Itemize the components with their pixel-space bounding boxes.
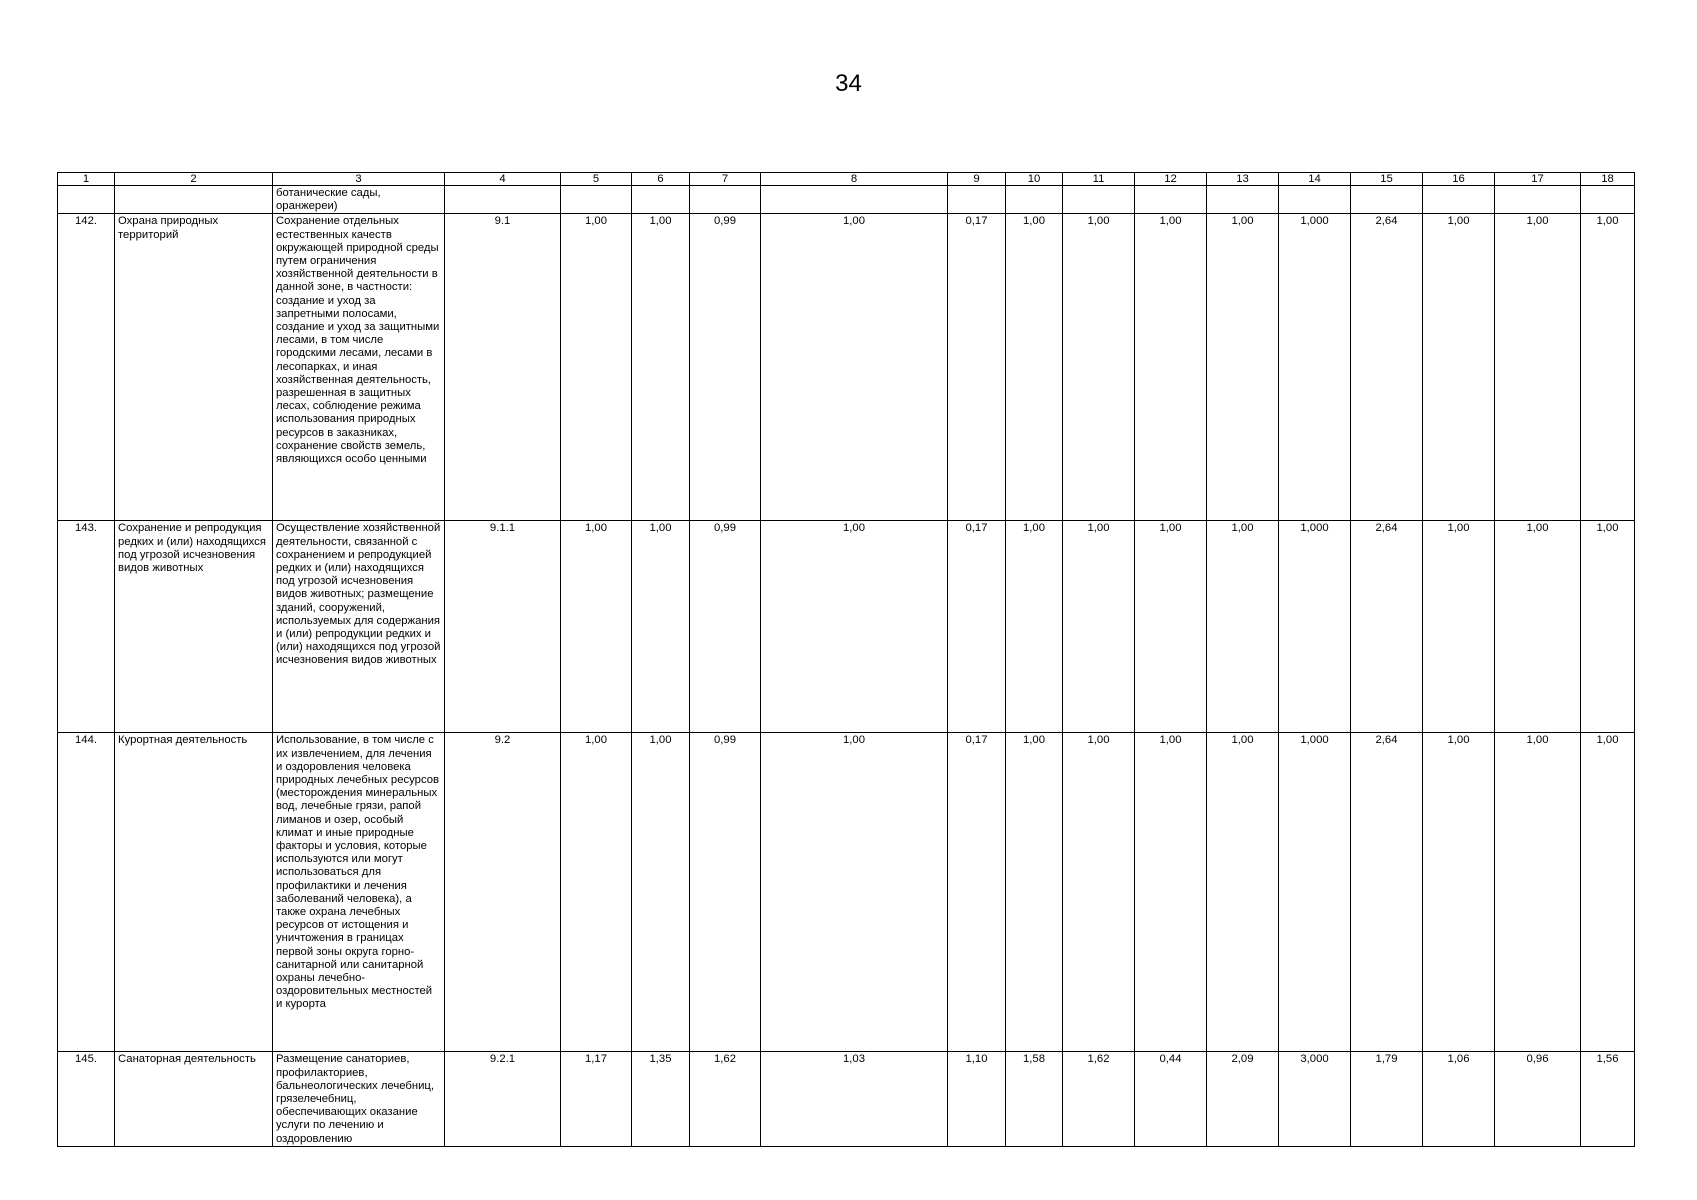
header-cell: 1 — [58, 173, 115, 186]
value-cell: 1,00 — [561, 214, 632, 521]
value-cell: 0,17 — [948, 521, 1006, 733]
value-cell: 1,00 — [1581, 214, 1635, 521]
value-cell: 1,00 — [1006, 733, 1063, 1052]
value-cell: 0,44 — [1135, 1052, 1207, 1146]
value-cell: 1,00 — [1135, 521, 1207, 733]
value-cell: 1,000 — [1279, 521, 1351, 733]
value-cell: 1,10 — [948, 1052, 1006, 1146]
header-cell: 10 — [1006, 173, 1063, 186]
value-cell: 2,64 — [1351, 521, 1423, 733]
table-row — [58, 521, 1635, 733]
value-cell: 2,09 — [1207, 1052, 1279, 1146]
value-cell: 1,00 — [632, 521, 690, 733]
header-cell: 7 — [690, 173, 761, 186]
empty-cell — [1063, 186, 1135, 214]
value-cell: 1,00 — [1423, 521, 1495, 733]
value-cell: 1,00 — [1135, 733, 1207, 1052]
value-cell: 1,00 — [1063, 214, 1135, 521]
table-row — [58, 214, 1635, 521]
value-cell: 1,00 — [1135, 214, 1207, 521]
empty-cell — [1279, 186, 1351, 214]
value-cell: 1,00 — [1581, 521, 1635, 733]
empty-cell — [561, 186, 632, 214]
value-cell: 1,000 — [1279, 733, 1351, 1052]
row-number-cell: 145. — [58, 1052, 115, 1146]
value-cell: 1,000 — [1279, 214, 1351, 521]
value-cell: 1,00 — [1207, 521, 1279, 733]
value-cell: 1,00 — [761, 214, 948, 521]
description-cell: ботанические сады, оранжереи) — [273, 186, 445, 214]
header-cell: 18 — [1581, 173, 1635, 186]
empty-cell — [1423, 186, 1495, 214]
value-cell: 0,99 — [690, 521, 761, 733]
value-cell: 0,96 — [1495, 1052, 1581, 1146]
empty-cell — [1135, 186, 1207, 214]
row-number-cell: 142. — [58, 214, 115, 521]
description-cell: Размещение санаториев, профилакториев, бальнеологических лечебниц, грязелечебниц, обеспечивающих оказание услуги по лечению и оздоровлению — [273, 1052, 445, 1146]
empty-cell — [761, 186, 948, 214]
value-cell: 1,00 — [632, 733, 690, 1052]
description-cell: Осуществление хозяйственной деятельности, связанной с сохранением и репродукцией редких и (или) находящихся под угрозой исчезновения видов животных; размещение зданий, сооружений, используемых для содержания и (или) репродукции редких и (или) находящихся под угрозой исчезновения видов животных — [273, 521, 445, 733]
value-cell: 2,64 — [1351, 733, 1423, 1052]
empty-cell — [58, 186, 115, 214]
value-cell: 1,00 — [561, 733, 632, 1052]
empty-cell — [1495, 186, 1581, 214]
coefficients-table — [57, 172, 1635, 1147]
name-cell: Курортная деятельность — [115, 733, 273, 1052]
value-cell: 1,17 — [561, 1052, 632, 1146]
header-cell: 2 — [115, 173, 273, 186]
table-row — [58, 733, 1635, 1052]
value-cell: 1,00 — [1207, 214, 1279, 521]
value-cell: 1,62 — [1063, 1052, 1135, 1146]
header-cell: 9 — [948, 173, 1006, 186]
empty-cell — [1006, 186, 1063, 214]
header-cell: 6 — [632, 173, 690, 186]
value-cell: 1,06 — [1423, 1052, 1495, 1146]
value-cell: 1,58 — [1006, 1052, 1063, 1146]
header-cell: 15 — [1351, 173, 1423, 186]
empty-cell — [445, 186, 561, 214]
value-cell: 1,00 — [1495, 521, 1581, 733]
value-cell: 1,00 — [561, 521, 632, 733]
name-cell: Санаторная деятельность — [115, 1052, 273, 1146]
empty-cell — [690, 186, 761, 214]
value-cell: 1,00 — [761, 733, 948, 1052]
value-cell: 1,00 — [761, 521, 948, 733]
header-cell: 5 — [561, 173, 632, 186]
value-cell: 1,79 — [1351, 1052, 1423, 1146]
header-cell: 17 — [1495, 173, 1581, 186]
code-cell: 9.2.1 — [445, 1052, 561, 1146]
value-cell: 1,56 — [1581, 1052, 1635, 1146]
code-cell: 9.1.1 — [445, 521, 561, 733]
description-cell: Использование, в том числе с их извлечением, для лечения и оздоровления человека природных лечебных ресурсов (месторождения минеральных вод, лечебные грязи, рапой лиманов и озер, особый климат и иные природные факторы и условия, которые используются или могут использоваться для профилактики и лечения заболеваний человека), а также охрана лечебных ресурсов от истощения и уничтожения в границах первой зоны округа горно-санитарной или санитарной охраны лечебно-оздоровительных местностей и курорта — [273, 733, 445, 1052]
name-cell: Охрана природных территорий — [115, 214, 273, 521]
empty-cell — [1207, 186, 1279, 214]
value-cell: 1,00 — [1495, 733, 1581, 1052]
table-header-row — [58, 173, 1635, 186]
description-cell: Сохранение отдельных естественных качеств окружающей природной среды путем ограничения хозяйственной деятельности в данной зоне, в частности: создание и уход за запретными полосами, создание и уход за защитными лесами, в том числе городскими лесами, лесами в лесопарках, и иная хозяйственная деятельность, разрешенная в защитных лесах, соблюдение режима использования природных ресурсов в заказниках, сохранение свойств земель, являющихся особо ценными — [273, 214, 445, 521]
empty-cell — [115, 186, 273, 214]
value-cell: 1,00 — [1495, 214, 1581, 521]
code-cell: 9.2 — [445, 733, 561, 1052]
value-cell: 0,17 — [948, 733, 1006, 1052]
value-cell: 1,00 — [1423, 733, 1495, 1052]
value-cell: 1,00 — [1207, 733, 1279, 1052]
row-number-cell: 143. — [58, 521, 115, 733]
empty-cell — [632, 186, 690, 214]
value-cell: 1,00 — [1063, 733, 1135, 1052]
value-cell: 0,99 — [690, 214, 761, 521]
value-cell: 1,03 — [761, 1052, 948, 1146]
row-number-cell: 144. — [58, 733, 115, 1052]
value-cell: 1,00 — [1423, 214, 1495, 521]
name-cell: Сохранение и репродукция редких и (или) находящихся под угрозой исчезновения видов животных — [115, 521, 273, 733]
header-cell: 14 — [1279, 173, 1351, 186]
code-cell: 9.1 — [445, 214, 561, 521]
value-cell: 0,17 — [948, 214, 1006, 521]
page-number: 34 — [835, 70, 862, 97]
table-row — [58, 1052, 1635, 1146]
header-cell: 4 — [445, 173, 561, 186]
value-cell: 1,00 — [632, 214, 690, 521]
header-cell: 8 — [761, 173, 948, 186]
value-cell: 1,00 — [1006, 521, 1063, 733]
empty-cell — [948, 186, 1006, 214]
value-cell: 2,64 — [1351, 214, 1423, 521]
continuation-row — [58, 186, 1635, 214]
header-cell: 13 — [1207, 173, 1279, 186]
value-cell: 1,35 — [632, 1052, 690, 1146]
value-cell: 0,99 — [690, 733, 761, 1052]
value-cell: 1,62 — [690, 1052, 761, 1146]
empty-cell — [1581, 186, 1635, 214]
header-cell: 3 — [273, 173, 445, 186]
header-cell: 11 — [1063, 173, 1135, 186]
value-cell: 1,00 — [1063, 521, 1135, 733]
header-cell: 16 — [1423, 173, 1495, 186]
empty-cell — [1351, 186, 1423, 214]
value-cell: 1,00 — [1006, 214, 1063, 521]
header-cell: 12 — [1135, 173, 1207, 186]
value-cell: 1,00 — [1581, 733, 1635, 1052]
value-cell: 3,000 — [1279, 1052, 1351, 1146]
